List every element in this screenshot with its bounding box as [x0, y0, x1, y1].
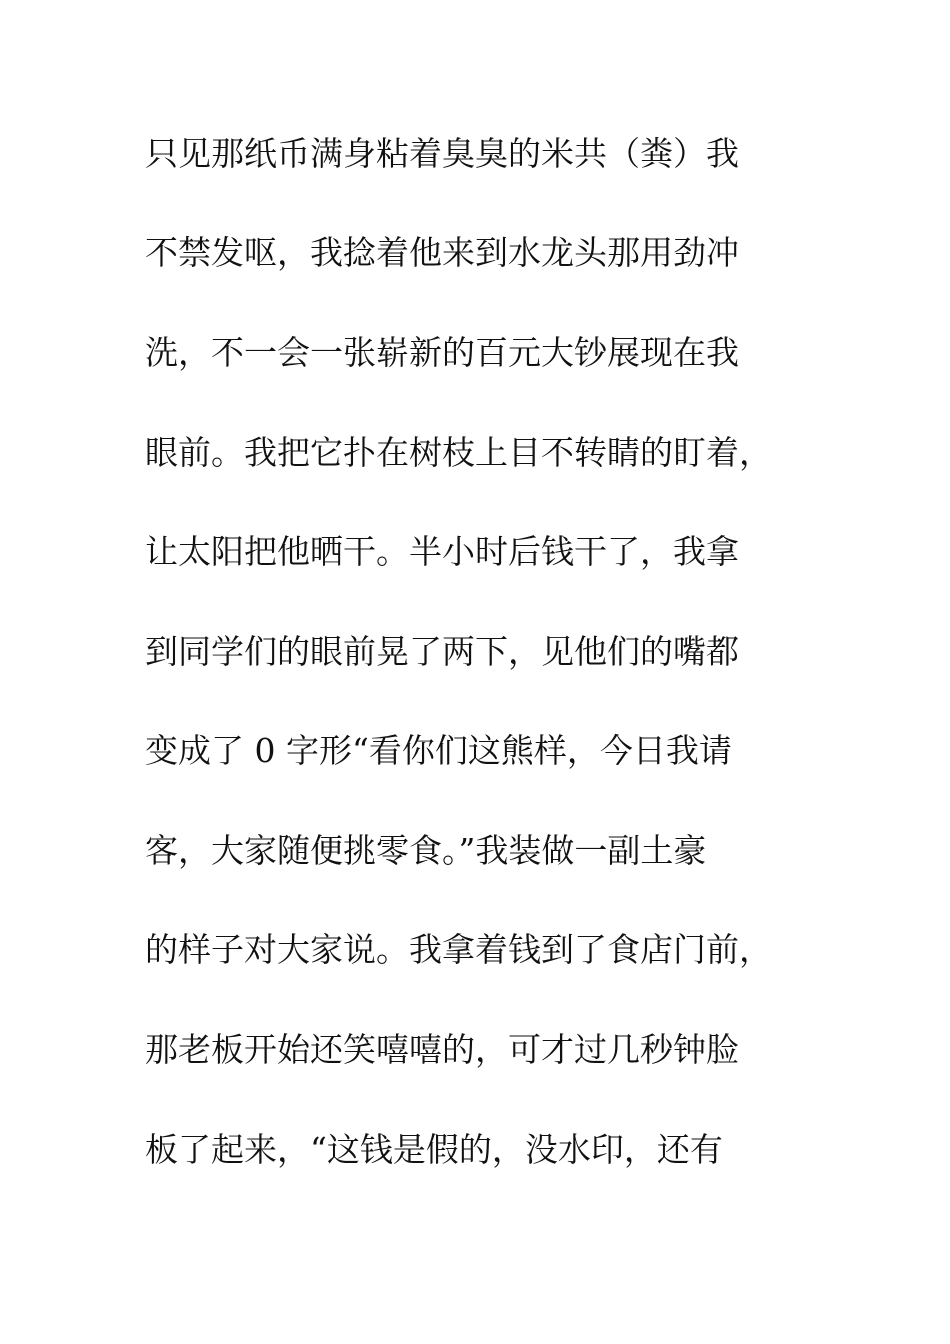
text-line-8: 客，大家随便挑零食。”我装做一副土豪: [145, 831, 707, 870]
text-line-9: 的样子对大家说。我拿着钱到了食店门前，: [145, 930, 772, 969]
text-line-5: 让太阳把他晒干。半小时后钱干了，我拿: [145, 532, 739, 571]
text-line-6: 到同学们的眼前晃了两下，见他们的嘴都: [145, 632, 739, 671]
text-line-7: 变成了 0 字形“看你们这熊样，今日我请: [145, 731, 732, 770]
text-line-2: 不禁发呕，我捻着他来到水龙头那用劲冲: [145, 233, 739, 272]
text-line-4: 眼前。我把它扑在树枝上目不转睛的盯着，: [145, 433, 772, 472]
text-line-1: 只见那纸币满身粘着臭臭的米共（粪）我: [145, 134, 739, 173]
text-line-3: 洗，不一会一张崭新的百元大钞展现在我: [145, 333, 739, 372]
text-line-10: 那老板开始还笑嘻嘻的，可才过几秒钟脸: [145, 1030, 739, 1069]
text-line-11: 板了起来，“这钱是假的，没水印，还有: [145, 1130, 723, 1169]
